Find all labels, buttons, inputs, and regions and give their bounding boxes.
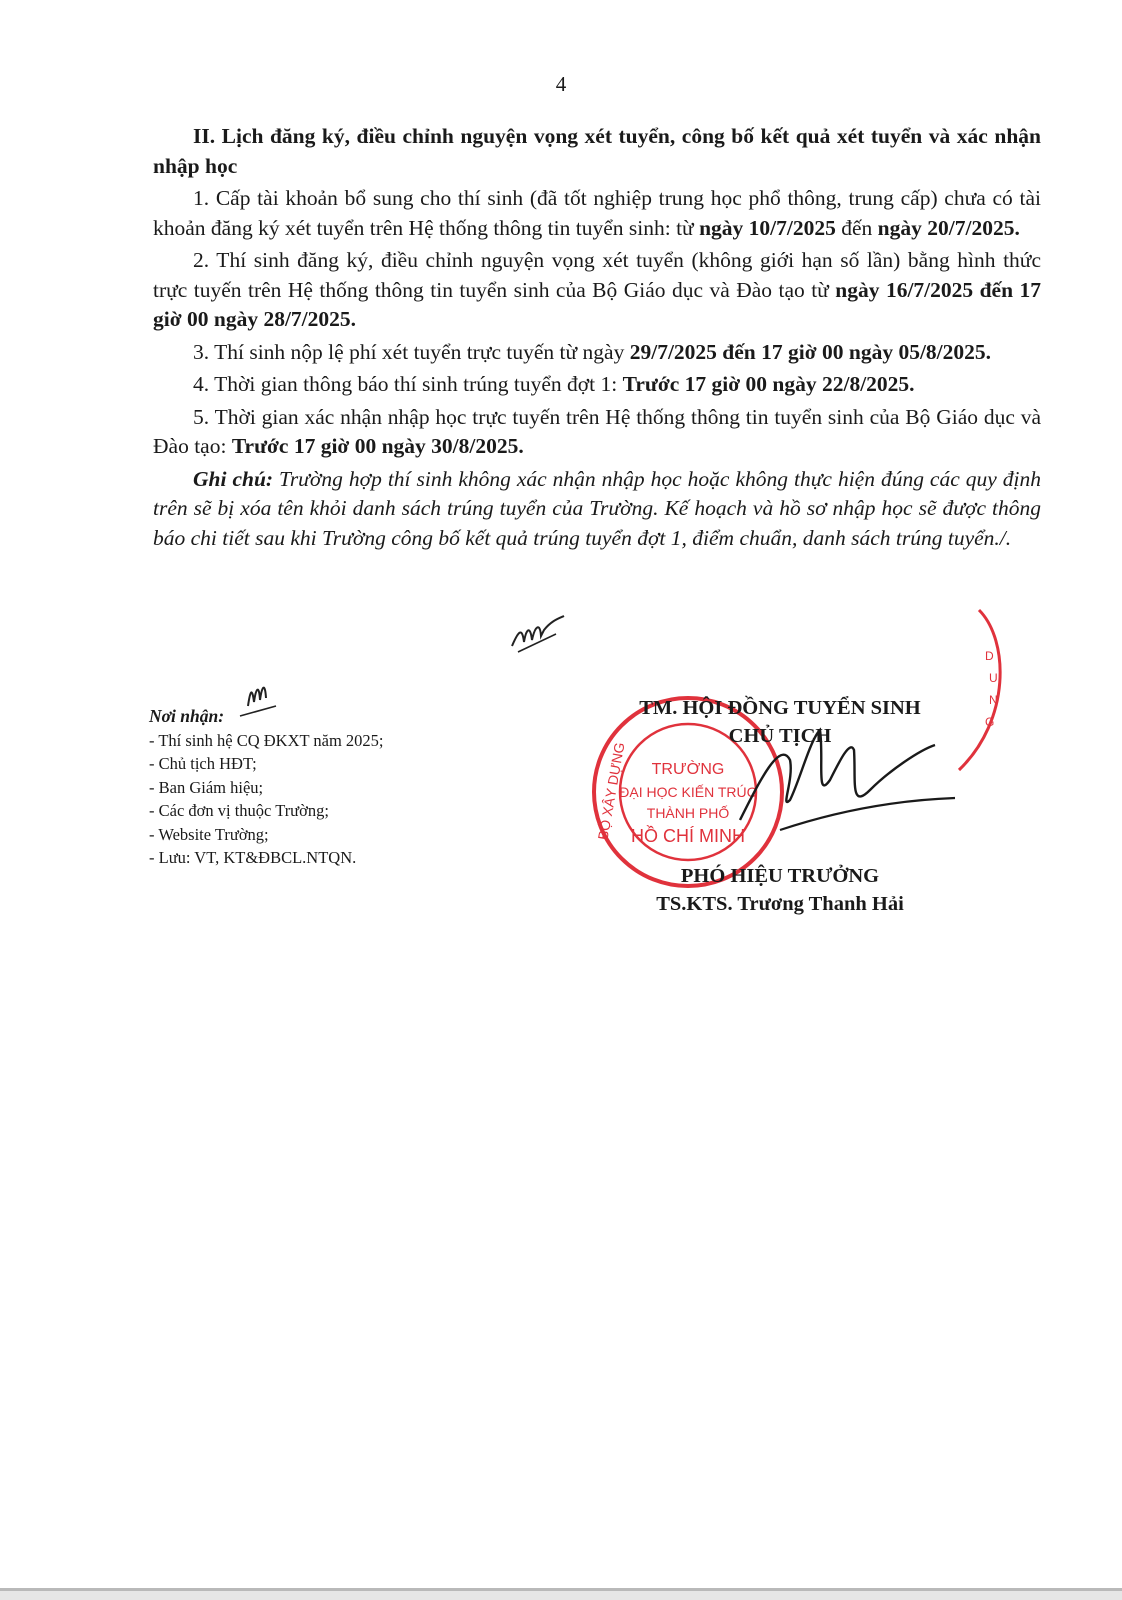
schedule-item-3: 3. Thí sinh nộp lệ phí xét tuyển trực tuyến từ ngày 29/7/2025 đến 17 giờ 00 ngày 05/8/2025. [193,339,992,364]
signature-position: PHÓ HIỆU TRƯỞNG [680,865,880,887]
stamp-line-4: HỒ CHÍ MINH [631,826,745,846]
recipient-item: - Website Trường; [149,824,269,844]
svg-text:N: N [989,693,998,707]
schedule-item-5: 5. Thời gian xác nhận nhập học trực tuyến trên Hệ thống thông tin tuyển sinh của Bộ Giáo dục và Đào tạo: Trước 17 giờ 00 ngày 30/8/2025. [153,404,1041,458]
stamp-line-1: TRƯỜNG [651,761,725,778]
schedule-item-4: 4. Thời gian thông báo thí sinh trúng tuyển đợt 1: Trước 17 giờ 00 ngày 22/8/2025. [193,372,915,396]
initials-mark-recipients [236,676,282,722]
handwritten-signature [720,720,960,850]
initials-mark-note [508,612,568,656]
schedule-item-2: 2. Thí sinh đăng ký, điều chỉnh nguyện vọng xét tuyển (không giới hạn số lần) bằng hình thức trực tuyến trên Hệ thống thông tin tuyển sinh của Bộ Giáo dục và Đào tạo từ ngày 16/7/2025 đến 17 giờ 00 ngày 28/7/2025. [153,248,1041,331]
stamp-line-2: ĐẠI HỌC KIẾN TRÚC [619,784,757,800]
note-text: Trường hợp thí sinh không xác nhận nhập học hoặc không thực hiện đúng các quy định trên sẽ bị xóa tên khỏi danh sách trúng tuyển của Trường. Kế hoạch và hồ sơ nhập học sẽ được thông báo chi tiết sau khi Trường công bố kết quả trúng tuyển đợt 1, điểm chuẩn, danh sách trúng tuyển./. [153,466,1041,550]
section-heading: II. Lịch đăng ký, điều chỉnh nguyện vọng xét tuyển, công bố kết quả xét tuyển và xác nhận nhập học [153,124,1041,178]
signature-name: TS.KTS. Trương Thanh Hải [656,893,904,915]
recipient-item: - Các đơn vị thuộc Trường; [149,801,329,820]
page-number: 4 [555,72,567,96]
recipients-title: Nơi nhận: [149,706,225,726]
recipient-item: - Lưu: VT, KT&ĐBCL.NTQN. [149,848,357,867]
svg-text:D: D [985,649,994,663]
stamp-line-3: THÀNH PHỐ [646,805,730,821]
recipient-item: - Thí sinh hệ CQ ĐKXT năm 2025; [149,730,384,750]
svg-text:G: G [985,715,995,729]
recipients-block [149,705,384,870]
signature-org: TM. HỘI ĐỒNG TUYỂN SINH [639,697,921,719]
svg-text:U: U [989,671,998,685]
recipient-item: - Chủ tịch HĐT; [149,754,257,773]
scan-edge-shadow [0,1591,1122,1600]
schedule-item-1: 1. Cấp tài khoản bổ sung cho thí sinh (đã tốt nghiệp trung học phổ thông, trung cấp) chưa có tài khoản đăng ký xét tuyển trên Hệ thống thông tin tuyển sinh: từ ngày 10/7/2025 đến ngày 20/7/2025. [153,186,1041,240]
recipient-item: - Ban Giám hiệu; [149,777,264,797]
section-body [153,122,1041,553]
note-label: Ghi chú: [193,466,274,491]
stamp-ring-text: BỘ XÂY DỰNG [594,741,628,842]
signature-role: CHỦ TỊCH [728,725,832,747]
note-paragraph [153,465,1041,554]
